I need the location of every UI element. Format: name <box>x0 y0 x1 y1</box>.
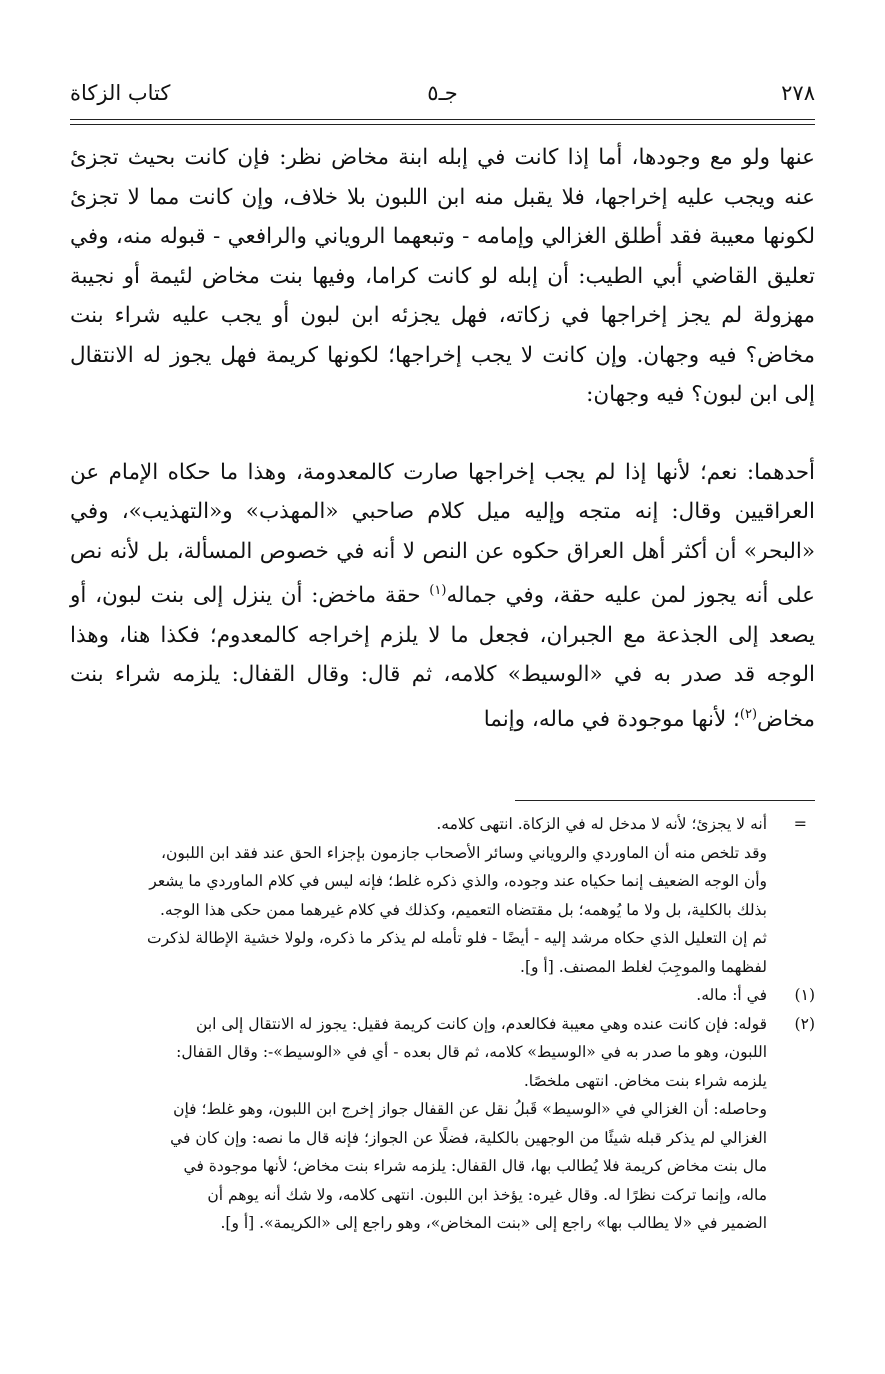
footnote-line: الضمير في «لا يطالب بها» راجع إلى «بنت المخاض»، وهو راجع إلى «الكريمة». [أ و]. <box>220 1214 767 1232</box>
paragraph-2-text-c: ؛ لأنها موجودة في ماله، وإنما <box>483 706 740 732</box>
running-header <box>70 78 815 114</box>
book-title: كتاب الزكاة <box>70 81 171 105</box>
footnote-line: أنه لا يجزئ؛ لأنه لا مدخل له في الزكاة. انتهى كلامه. <box>436 815 767 833</box>
continuation-mark: = <box>793 814 807 833</box>
footnote-line: وحاصله: أن الغزالي في «الوسيط» قَبلُ نقل عن القفال جواز إخرج ابن اللبون، وهو غلط؛ فإن <box>173 1100 767 1118</box>
paragraph-2-text-b: حقة ماخض: أن ينزل إلى بنت لبون، أو يصعد إلى الجذعة مع الجبران، فجعل ما لا يلزم إخراجه كالمعدوم؛ فكذا هنا، وهذا الوجه قد صدر به في «الوسيط» كلامه، ثم قال: وقال القفال: يلزمه شراء بنت مخاض <box>70 583 815 732</box>
paragraph-1: عنها ولو مع وجودها، أما إذا كانت في إبله ابنة مخاض نظر: فإن كانت بحيث تجزئ عنه ويجب عليه إخراجها، فلا يقبل منه ابن اللبون بلا خلاف، وإن كانت مما لا تجزئ لكونها معيبة فقد أطلق الغزالي وإمامه - وتبعهما الروياني والرافعي - قبوله منه، وفي تعليق القاضي أبي الطيب: أن إبله لو كانت كراما، وفيها بنت مخاض لئيمة أو نجيبة مهزولة لم يجز إخراجها في زكاته، فهل يجزئه ابن لبون أو يجب عليه شراء بنت مخاض؟ فيه وجهان. وإن كانت لا يجب إخراجها؛ لكونها كريمة فهل يجوز له الانتقال إلى ابن لبون؟ فيه وجهان: <box>70 145 815 407</box>
footnote-line: بذلك بالكلية، بل ولا ما يُوهمه؛ بل مقتضاه التعميم، وكذلك في كلام غيرهما ممن حكى هذا الوجه. <box>159 900 767 919</box>
footnote-line: يلزمه شراء بنت مخاض. انتهى ملخصًا. <box>523 1071 767 1090</box>
footnote-ref-2[interactable]: (٢) <box>739 706 758 722</box>
footnote-continuation <box>70 810 815 981</box>
footnote-line: مال بنت مخاض كريمة فلا يُطالب بها، قال القفال: يلزمه شراء بنت مخاض؛ لأنها موجودة في <box>183 1157 767 1175</box>
footnote-line: الغزالي لم يذكر قبله شيئًا من الوجهين بالكلية، فضلًا عن الجواز؛ فإنه قال ما نصه: وإن كان في <box>170 1128 767 1147</box>
paragraph-2 <box>70 453 815 740</box>
paragraph-2-text-a: أحدهما: نعم؛ لأنها إذا لم يجب إخراجها صارت كالمعدومة، وهذا ما حكاه الإمام عن العراقيين وقال: إنه متجه وإليه ميل كلام صاحبي «المهذب» و«التهذيب»، وفي «البحر» أن أكثر أهل العراق حكوه عن النص لا أنه في خصوص المسألة، بل لأنه نص على أنه يجوز لمن عليه حقة، وفي جماله <box>70 459 815 609</box>
footnote-line: في أ: ماله. <box>696 986 767 1004</box>
footnote-line: ثم إن التعليل الذي حكاه مرشد إليه - أيضًا - فلو تأمله لم يذكر ما ذكره، ولولا خشية الإطالة لذكرت <box>147 929 767 947</box>
footnote-line: ماله، وإنما تركت نظرًا له. وقال غيره: يؤخذ ابن اللبون. انتهى كلامه، ولا شك أنه يوهم أن <box>207 1185 767 1204</box>
footnote-line: وقد تلخص منه أن الماوردي والروياني وسائر الأصحاب جازمون بإجزاء الحق عند فقد ابن اللبون، <box>161 843 767 862</box>
footnote-line: لفظهما والموجِبَ لغلط المصنف. [أ و]. <box>520 957 767 976</box>
header-rule-top <box>70 119 815 120</box>
footnote-1 <box>70 981 815 1010</box>
footnote-1-number: (١) <box>794 986 815 1004</box>
footnote-ref-1[interactable]: (١) <box>429 583 447 598</box>
footnote-2 <box>70 1010 815 1238</box>
footnotes <box>70 810 815 1238</box>
footnote-separator <box>515 800 815 801</box>
footnote-line: وأن الوجه الضعيف إنما حكياه عند وجوده، والذي ذكره غلط؛ فإنه ليس في كلام الماوردي ما يشعر <box>149 872 767 890</box>
footnote-line: قوله: فإن كانت عنده وهي معيبة فكالعدم، وإن كانت كريمة فقيل: يجوز له الانتقال إلى ابن <box>196 1014 767 1033</box>
footnote-line: اللبون، وهو ما صدر به في «الوسيط» كلامه، ثم قال بعده - أي في «الوسيط»-: وقال القفال: <box>176 1043 767 1061</box>
footnote-2-number: (٢) <box>794 1014 815 1033</box>
main-text <box>70 138 815 739</box>
header-rule-bottom <box>70 124 815 125</box>
page-number: ٢٧٨ <box>781 81 815 105</box>
volume-label: جـ٥ <box>427 81 458 105</box>
